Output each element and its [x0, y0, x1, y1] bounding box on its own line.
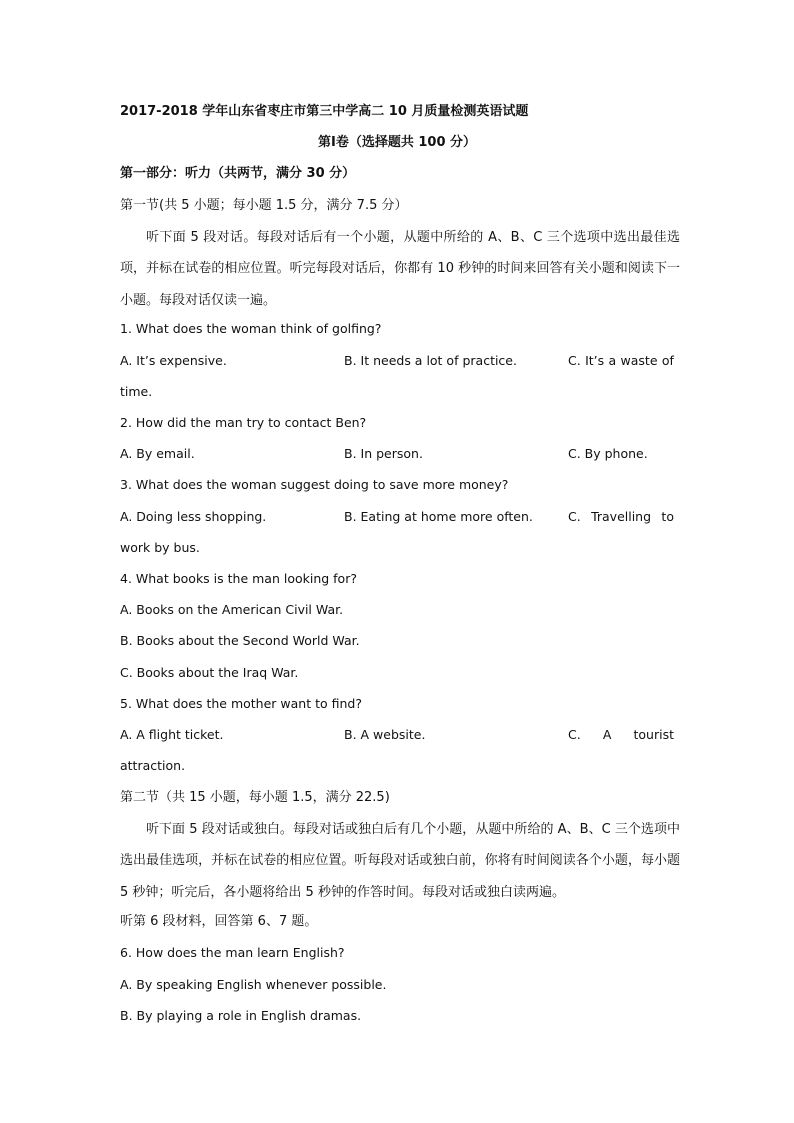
q3-option-c-continued: work by bus.: [120, 540, 200, 555]
q1-option-a: A. It’s expensive.: [120, 353, 227, 368]
q3-option-c-word: Travelling: [591, 509, 652, 524]
q5-stem: 5. What does the mother want to find?: [120, 696, 362, 711]
part1-heading: 第一部分：听力（共两节，满分 30 分）: [120, 166, 356, 181]
q2-option-b: B. In person.: [344, 446, 423, 461]
q4-option-c: C. Books about the Iraq War.: [120, 665, 299, 680]
q1-option-c: [568, 351, 674, 371]
q5-option-c-word: C.: [568, 727, 581, 742]
q3-option-c-word: C.: [568, 509, 581, 524]
q5-option-c-continued: attraction.: [120, 758, 186, 773]
q3-option-a: A. Doing less shopping.: [120, 509, 267, 524]
q6-option-b: B. By playing a role in English dramas.: [120, 1008, 362, 1023]
section2-instructions: 听下面 5 段对话或独白。每段对话或独白后有几个小题，从题中所给的 A、B、C 三个选项中选出最佳选项，并标在试卷的相应位置。听每段对话或独白前，你将有时间阅读各个小题，每小题 5 秒钟；听完后，各小题将给出 5 秒钟的作答时间。每段对话或独白读两遍。: [120, 822, 680, 900]
q1-option-b: B. It needs a lot of practice.: [344, 353, 517, 368]
q4-stem: 4. What books is the man looking for?: [120, 571, 357, 586]
q1-option-c-word: It’s: [585, 353, 605, 368]
q5-option-b: B. A website.: [344, 727, 426, 742]
volume-heading: 第Ⅰ卷（选择题共 100 分）: [317, 135, 477, 150]
q5-option-c: [568, 725, 674, 745]
section2-heading: 第二节（共 15 小题，每小题 1.5，满分 22.5): [120, 790, 390, 805]
q3-stem: 3. What does the woman suggest doing to save more money?: [120, 477, 509, 492]
q6-stem: 6. How does the man learn English?: [120, 945, 345, 960]
q1-option-c-word: a: [608, 353, 617, 368]
q2-option-c: C. By phone.: [568, 446, 648, 461]
q5-option-a: A. A flight ticket.: [120, 727, 224, 742]
q1-option-c-word: of: [661, 353, 674, 368]
q2-stem: 2. How did the man try to contact Ben?: [120, 415, 367, 430]
exam-title: 2017-2018 学年山东省枣庄市第三中学高二 10 月质量检测英语试题: [120, 104, 529, 119]
q1-stem: 1. What does the woman think of golfing?: [120, 321, 382, 336]
q3-option-c-word: to: [661, 509, 674, 524]
q5-option-c-word: A: [602, 727, 612, 742]
q2-option-a: A. By email.: [120, 446, 195, 461]
q1-option-c-word: waste: [620, 353, 658, 368]
q4-option-b: B. Books about the Second World War.: [120, 633, 360, 648]
material-note: 听第 6 段材料，回答第 6、7 题。: [120, 914, 318, 929]
section1-heading: 第一节(共 5 小题；每小题 1.5 分，满分 7.5 分）: [120, 198, 408, 213]
section1-instructions: 听下面 5 段对话。每段对话后有一个小题，从题中所给的 A、B、C 三个选项中选出最佳选项，并标在试卷的相应位置。听完每段对话后，你都有 10 秒钟的时间来回答有关小题和阅读下一小题。每段对话仅读一遍。: [120, 230, 680, 308]
q1-option-c-continued: time.: [120, 384, 153, 399]
q4-option-a: A. Books on the American Civil War.: [120, 602, 344, 617]
q6-option-a: A. By speaking English whenever possible.: [120, 977, 387, 992]
q1-option-c-word: C.: [568, 353, 581, 368]
q5-option-c-word: tourist: [633, 727, 674, 742]
q3-option-b: B. Eating at home more often.: [344, 509, 533, 524]
q3-option-c: [568, 507, 674, 527]
